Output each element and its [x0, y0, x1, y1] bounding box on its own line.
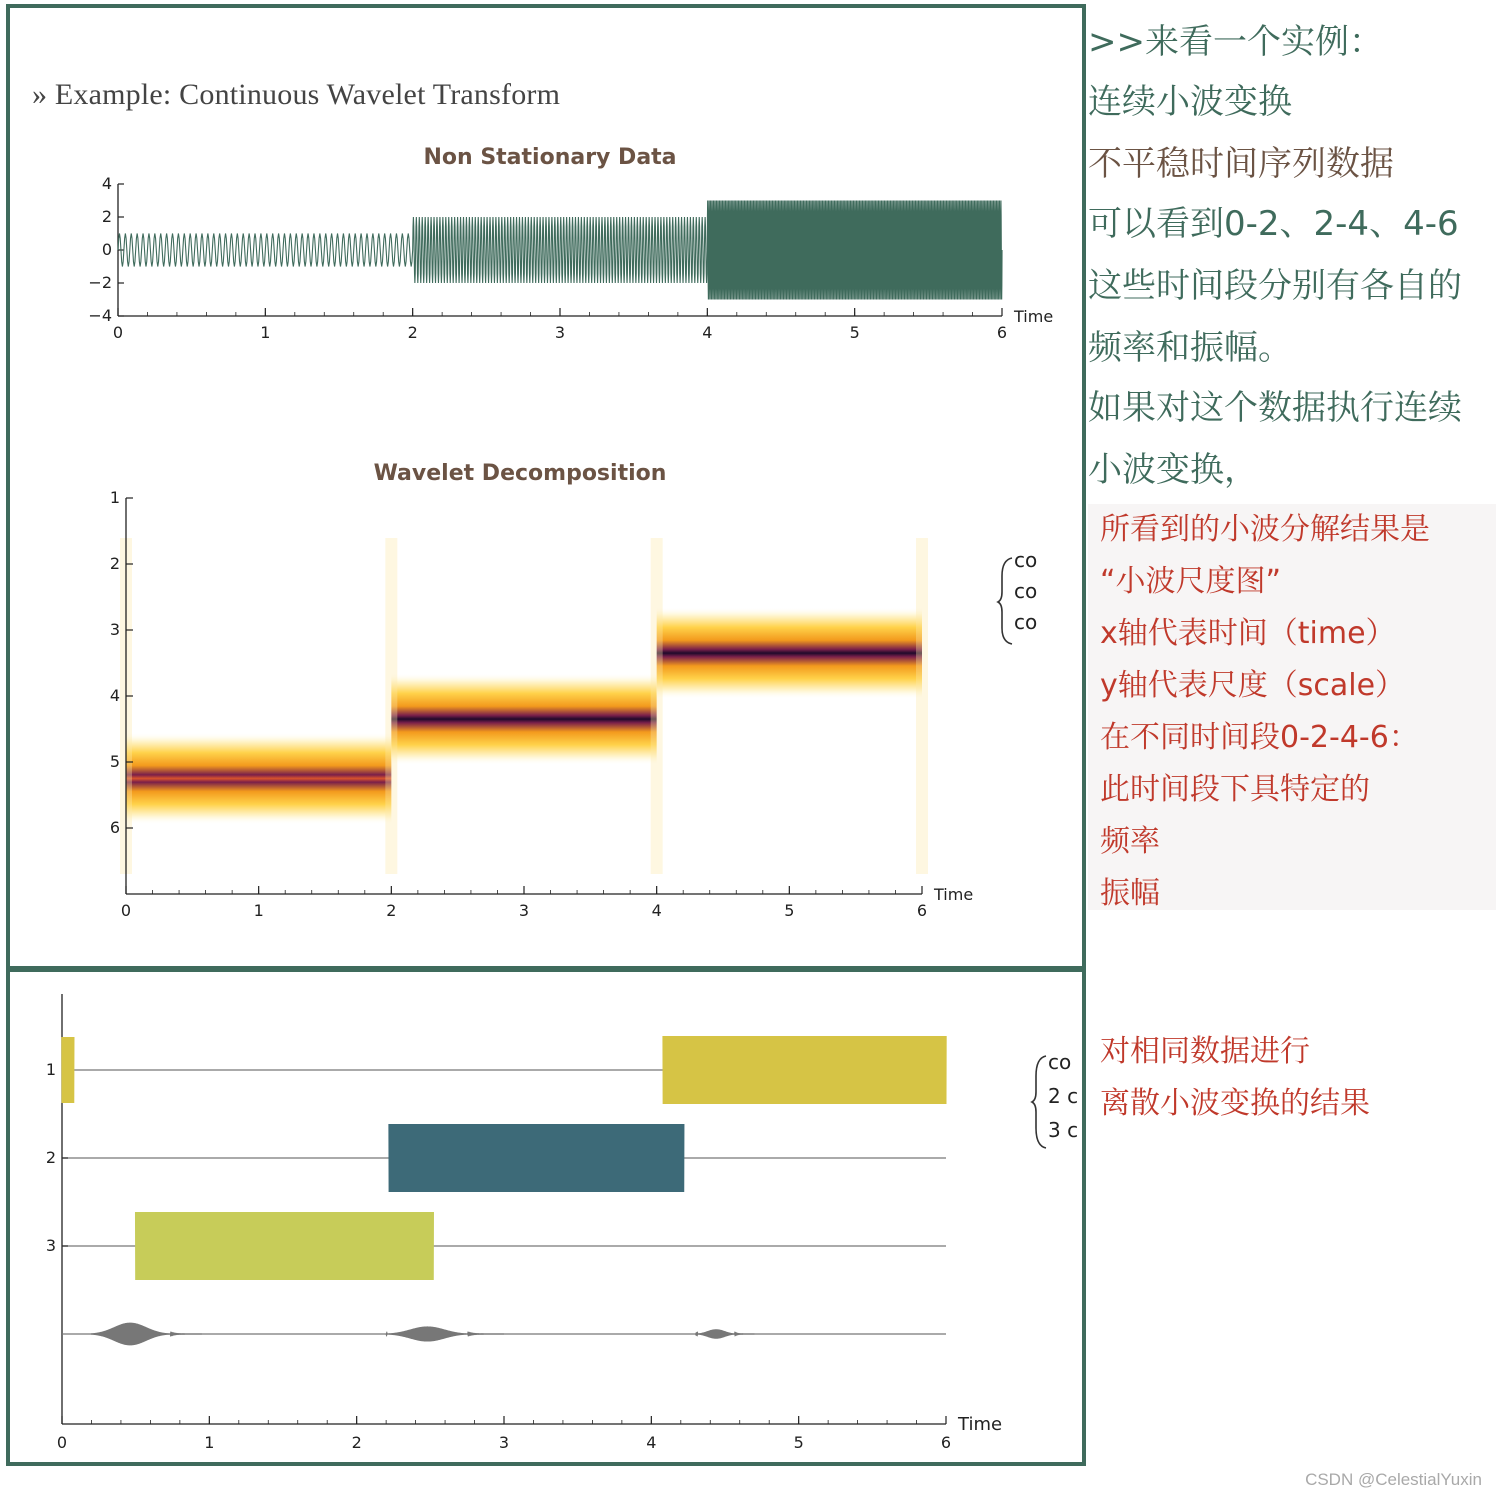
dwt-x-tick-label: 4 — [646, 1433, 657, 1452]
wd-y-tick-label: 6 — [109, 818, 120, 837]
note-line-red: 此时间段下具特定的 — [1100, 772, 1370, 807]
nonstationary-chart — [10, 120, 1082, 480]
wd-x-tick-label: 5 — [784, 901, 795, 920]
ns-x-axis-label: Time — [1014, 307, 1054, 326]
dwt-burst — [386, 1326, 504, 1341]
dwt-x-tick-label: 6 — [940, 1433, 952, 1452]
dwt-x-tick-label: 0 — [56, 1433, 68, 1452]
wd-y-tick-label: 1 — [109, 488, 120, 507]
bottom-legend-item: 2 c — [1048, 1084, 1079, 1108]
dwt-burst — [663, 1036, 946, 1104]
heatmap-band — [657, 607, 922, 699]
dwt-row-label: 2 — [45, 1148, 56, 1167]
dwt-burst — [696, 1329, 755, 1338]
ns-x-tick-label: 0 — [112, 323, 124, 342]
ns-series-segment — [118, 234, 413, 267]
dwt-row-label: 1 — [45, 1060, 56, 1079]
wd-y-tick-label: 4 — [109, 686, 120, 705]
ns-y-tick-label: −2 — [88, 273, 112, 292]
ns-series-segment — [707, 201, 1002, 300]
wd-y-tick-label: 3 — [109, 620, 120, 639]
note-line-red: 离散小波变换的结果 — [1100, 1086, 1370, 1121]
wd-x-tick-label: 6 — [916, 901, 928, 920]
note-line-red: 所看到的小波分解结果是 — [1100, 512, 1430, 547]
bottom-panel — [6, 968, 1086, 1466]
top-legend-item: co — [1014, 610, 1038, 634]
wavelet-plot-area — [110, 488, 973, 920]
page-title: » Example: Continuous Wavelet Transform — [32, 78, 561, 111]
wd-y-tick-label: 2 — [109, 554, 120, 573]
dwt-chart — [10, 972, 1082, 1462]
wd-x-tick-label: 0 — [120, 901, 132, 920]
dwt-row-label: 3 — [45, 1236, 56, 1255]
heatmap-transition — [385, 538, 397, 874]
note-line-brown: 不平稳时间序列数据 — [1088, 144, 1394, 184]
dwt-burst — [136, 1212, 434, 1280]
ns-y-tick-label: 2 — [101, 207, 112, 226]
nonstationary-title: Non Stationary Data — [423, 145, 677, 170]
dwt-burst — [62, 1037, 74, 1103]
note-line-red: 对相同数据进行 — [1100, 1034, 1310, 1069]
wd-x-axis-label: Time — [934, 885, 974, 904]
ns-x-tick-label: 6 — [996, 323, 1008, 342]
bottom-legend-item: co — [1048, 1050, 1072, 1074]
wd-x-tick-label: 2 — [386, 901, 397, 920]
dwt-x-tick-label: 2 — [351, 1433, 362, 1452]
note-line-red: 振幅 — [1100, 876, 1160, 911]
note-line: 可以看到0-2、2-4、4-6 — [1088, 204, 1459, 244]
dwt-plot-area — [46, 994, 1002, 1452]
top-legend-fragment — [996, 548, 1086, 668]
note-line-red: “小波尺度图” — [1100, 564, 1282, 599]
heatmap-transition — [651, 538, 663, 874]
ns-y-tick-label: 0 — [101, 240, 112, 259]
wd-x-tick-label: 1 — [253, 901, 264, 920]
wd-y-tick-label: 5 — [109, 752, 120, 771]
ns-x-tick-label: 5 — [849, 323, 860, 342]
note-line: 这些时间段分别有各自的 — [1088, 266, 1462, 306]
note-line-red: 频率 — [1100, 824, 1160, 859]
note-line-red: x轴代表时间（time） — [1100, 616, 1396, 651]
ns-series-segment — [413, 217, 708, 283]
ns-x-tick-label: 2 — [407, 323, 418, 342]
dwt-burst — [389, 1124, 684, 1192]
ns-x-tick-label: 1 — [260, 323, 271, 342]
watermark: CSDN @CelestialYuxin — [1305, 1470, 1482, 1489]
note-line: 小波变换， — [1088, 450, 1258, 490]
note-line: 如果对这个数据执行连续 — [1088, 388, 1462, 428]
wd-x-tick-label: 4 — [651, 901, 662, 920]
heatmap-band — [126, 733, 391, 825]
top-legend-item: co — [1014, 579, 1038, 603]
wavelet-heatmap — [10, 438, 1082, 958]
bottom-legend-fragment — [1030, 1050, 1090, 1160]
bottom-legend-item: 3 c — [1048, 1118, 1079, 1142]
dwt-x-tick-label: 3 — [498, 1433, 510, 1452]
note-line-red: 在不同时间段0-2-4-6： — [1100, 720, 1419, 755]
ns-y-tick-label: 4 — [101, 174, 112, 193]
notes-column — [1088, 0, 1496, 1496]
ns-y-tick-label: −4 — [88, 306, 112, 325]
dwt-burst — [91, 1323, 202, 1346]
dwt-x-tick-label: 5 — [793, 1433, 804, 1452]
note-line: 连续小波变换 — [1088, 82, 1292, 122]
top-panel — [6, 4, 1086, 970]
wd-x-tick-label: 3 — [518, 901, 530, 920]
ns-x-tick-label: 4 — [702, 323, 713, 342]
wavelet-title: Wavelet Decomposition — [373, 461, 667, 486]
note-line: >>来看一个实例： — [1088, 22, 1383, 62]
dwt-x-tick-label: 1 — [204, 1433, 215, 1452]
dwt-x-axis-label: Time — [958, 1414, 1003, 1435]
note-line: 频率和振幅。 — [1088, 328, 1292, 368]
heatmap-transition — [916, 538, 928, 874]
ns-x-tick-label: 3 — [554, 323, 566, 342]
note-line-red: y轴代表尺度（scale） — [1100, 668, 1406, 703]
top-legend-item: co — [1014, 548, 1038, 572]
nonstationary-plot-area — [88, 174, 1053, 342]
heatmap-band — [391, 673, 656, 765]
